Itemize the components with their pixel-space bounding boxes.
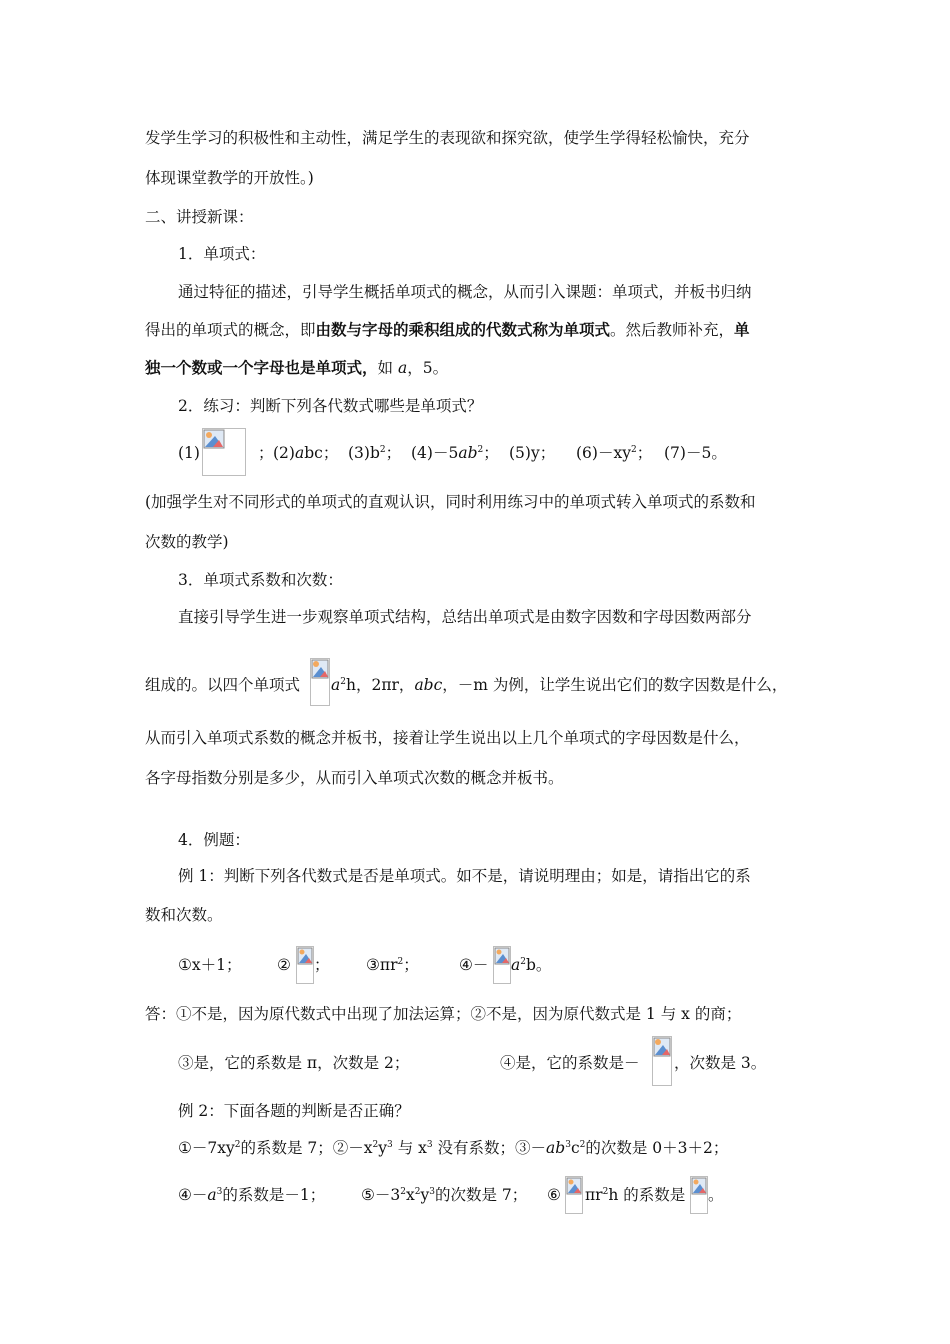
variable: a [207, 1186, 217, 1204]
example-line: 。 [708, 1186, 724, 1204]
text: 的次数是 7； [434, 1186, 528, 1204]
answer-line: ④是，它的系数是－ [500, 1054, 640, 1072]
item-label: (1) [178, 444, 200, 462]
example-item: ①x＋1； [178, 956, 242, 974]
paragraph-line: 发学生学习的积极性和主动性，满足学生的表现欲和探究欲，使学生学得轻松愉快，充分 [145, 129, 750, 147]
text: 如 [377, 359, 398, 377]
text: y [378, 1139, 388, 1157]
exponent: 2 [234, 1140, 241, 1150]
answer-line: ，次数是 3。 [674, 1054, 767, 1072]
text: 。然后教师补充， [610, 321, 735, 339]
exercise-items [273, 443, 338, 463]
text: ，5。 [407, 359, 449, 377]
example-line [585, 1185, 685, 1205]
variable: a [397, 359, 408, 377]
exponent: 2 [630, 445, 637, 455]
exercise-items [411, 443, 499, 463]
variable: abc [414, 676, 443, 694]
exponent: 2 [602, 1187, 609, 1197]
broken-image-icon [310, 658, 330, 706]
text: ； [636, 444, 653, 462]
exponent: 2 [579, 1140, 586, 1150]
text: bc； [304, 444, 339, 462]
definition-bold: 由数与字母的乘积组成的代数式称为单项式 [315, 320, 611, 339]
example-item: ； [314, 956, 330, 974]
example-item: ④－ [459, 956, 489, 974]
exercise-items [664, 443, 727, 463]
variable: ab [546, 1139, 566, 1157]
paragraph-line: 数和次数。 [145, 906, 223, 924]
example-line: ⑥ [547, 1186, 561, 1204]
variable: ab [458, 444, 478, 462]
exercise-items [509, 443, 555, 463]
text: 没有系数；③－ [432, 1139, 547, 1157]
text: 得出的单项式的概念，即 [145, 321, 316, 339]
text: (6)－xy [576, 444, 631, 462]
exponent: 2 [477, 445, 484, 455]
text: y [420, 1186, 430, 1204]
section-heading: 二、讲授新课： [145, 208, 254, 226]
text: 组成的。以四个单项式 [145, 676, 301, 694]
paragraph-line: 体现课堂教学的开放性。) [145, 169, 314, 187]
paragraph-line: 各字母指数分别是多少，从而引入单项式次数的概念并板书。 [145, 769, 564, 787]
example-item [366, 955, 419, 975]
text-bold: 单 [734, 320, 750, 339]
paragraph-line [145, 320, 750, 340]
broken-image-icon [565, 1176, 583, 1214]
text: (2) [273, 444, 295, 462]
paragraph-line: 从而引入单项式系数的概念并板书，接着让学生说出以上几个单项式的字母因数是什么， [145, 729, 750, 747]
exercise-items [258, 443, 274, 463]
broken-image-icon [652, 1036, 672, 1086]
subsection-title: 1．单项式： [178, 245, 266, 263]
exponent: 2 [397, 957, 404, 967]
text: (3)b [348, 444, 380, 462]
exponent: 3 [565, 1140, 571, 1150]
text: ④－ [178, 1186, 208, 1204]
text: b。 [525, 956, 552, 974]
subsection-title: 3．单项式系数和次数： [178, 571, 343, 589]
exercise-items [348, 443, 401, 463]
exercise-items [576, 443, 652, 463]
exponent: 3 [387, 1140, 393, 1150]
text: (4)－5 [411, 444, 459, 462]
text: 的系数是－1； [222, 1186, 326, 1204]
example-line [361, 1185, 527, 1205]
subsection-title: 4．例题： [178, 831, 250, 849]
broken-image-icon [690, 1176, 708, 1214]
paragraph-line: 例 1：判断下列各代数式是否是单项式。如不是，请说明理由；如是，请指出它的系 [178, 867, 751, 885]
text: x [406, 1186, 415, 1204]
answer-line: 答：①不是，因为原代数式中出现了加法运算；②不是，因为原代数式是 1 与 x 的商； [145, 1005, 742, 1023]
text: (7)－5。 [664, 444, 727, 462]
example-item: ② [277, 956, 291, 974]
example-line [178, 1138, 728, 1158]
broken-image-icon [296, 946, 314, 984]
variable: a [294, 444, 305, 462]
text: ； [403, 956, 419, 974]
answer-line: ③是，它的系数是 π，次数是 2； [178, 1054, 410, 1072]
text: h，2πr， [345, 676, 415, 694]
exponent: 2 [379, 445, 386, 455]
text: c [570, 1139, 580, 1157]
text-bold: 独一个数或一个字母也是单项式， [145, 358, 378, 377]
exponent: 3 [216, 1187, 223, 1197]
text: 的次数是 0＋3＋2； [585, 1139, 729, 1157]
text: ③πr [366, 956, 398, 974]
exercise-items [178, 443, 200, 463]
paragraph-line: 次数的教学) [145, 533, 229, 551]
text: 的系数是 7；②－x [240, 1139, 373, 1157]
example-line [178, 1185, 325, 1205]
exponent: 3 [429, 1187, 435, 1197]
exponent: 2 [372, 1140, 379, 1150]
text: h 的系数是 [608, 1186, 686, 1204]
exponent: 2 [340, 677, 346, 687]
text: 与 x [392, 1139, 427, 1157]
exponent: 2 [400, 1187, 406, 1197]
text: ①－7xy [178, 1139, 235, 1157]
broken-image-icon [202, 428, 246, 476]
text: ； [385, 444, 402, 462]
paragraph-line [331, 675, 787, 695]
subsection-title: 2．练习：判断下列各代数式哪些是单项式？ [178, 397, 483, 415]
variable: a [511, 956, 521, 974]
paragraph-line: 例 2：下面各题的判断是否正确？ [178, 1102, 410, 1120]
paragraph-line [145, 358, 448, 378]
text: πr [585, 1186, 603, 1204]
text: (5)y； [509, 444, 556, 462]
text: ⑤－3 [361, 1186, 401, 1204]
text: ，－m 为例，让学生说出它们的数字因数是什么， [442, 676, 788, 694]
paragraph-line: 通过特征的描述，引导学生概括单项式的概念，从而引入课题：单项式，并板书归纳 [178, 283, 752, 301]
paragraph-line: 直接引导学生进一步观察单项式结构，总结出单项式是由数字因数和字母因数两部分 [178, 608, 752, 626]
exponent: 3 [426, 1140, 433, 1150]
variable: a [331, 676, 341, 694]
broken-image-icon [493, 946, 511, 984]
text: ； [258, 444, 274, 462]
exponent: 2 [414, 1187, 421, 1197]
example-item [511, 955, 551, 975]
paragraph-line: (加强学生对不同形式的单项式的直观认识，同时利用练习中的单项式转入单项式的系数和 [145, 493, 756, 511]
text: ； [483, 444, 499, 462]
exponent: 2 [520, 957, 526, 967]
paragraph-line [145, 675, 300, 695]
